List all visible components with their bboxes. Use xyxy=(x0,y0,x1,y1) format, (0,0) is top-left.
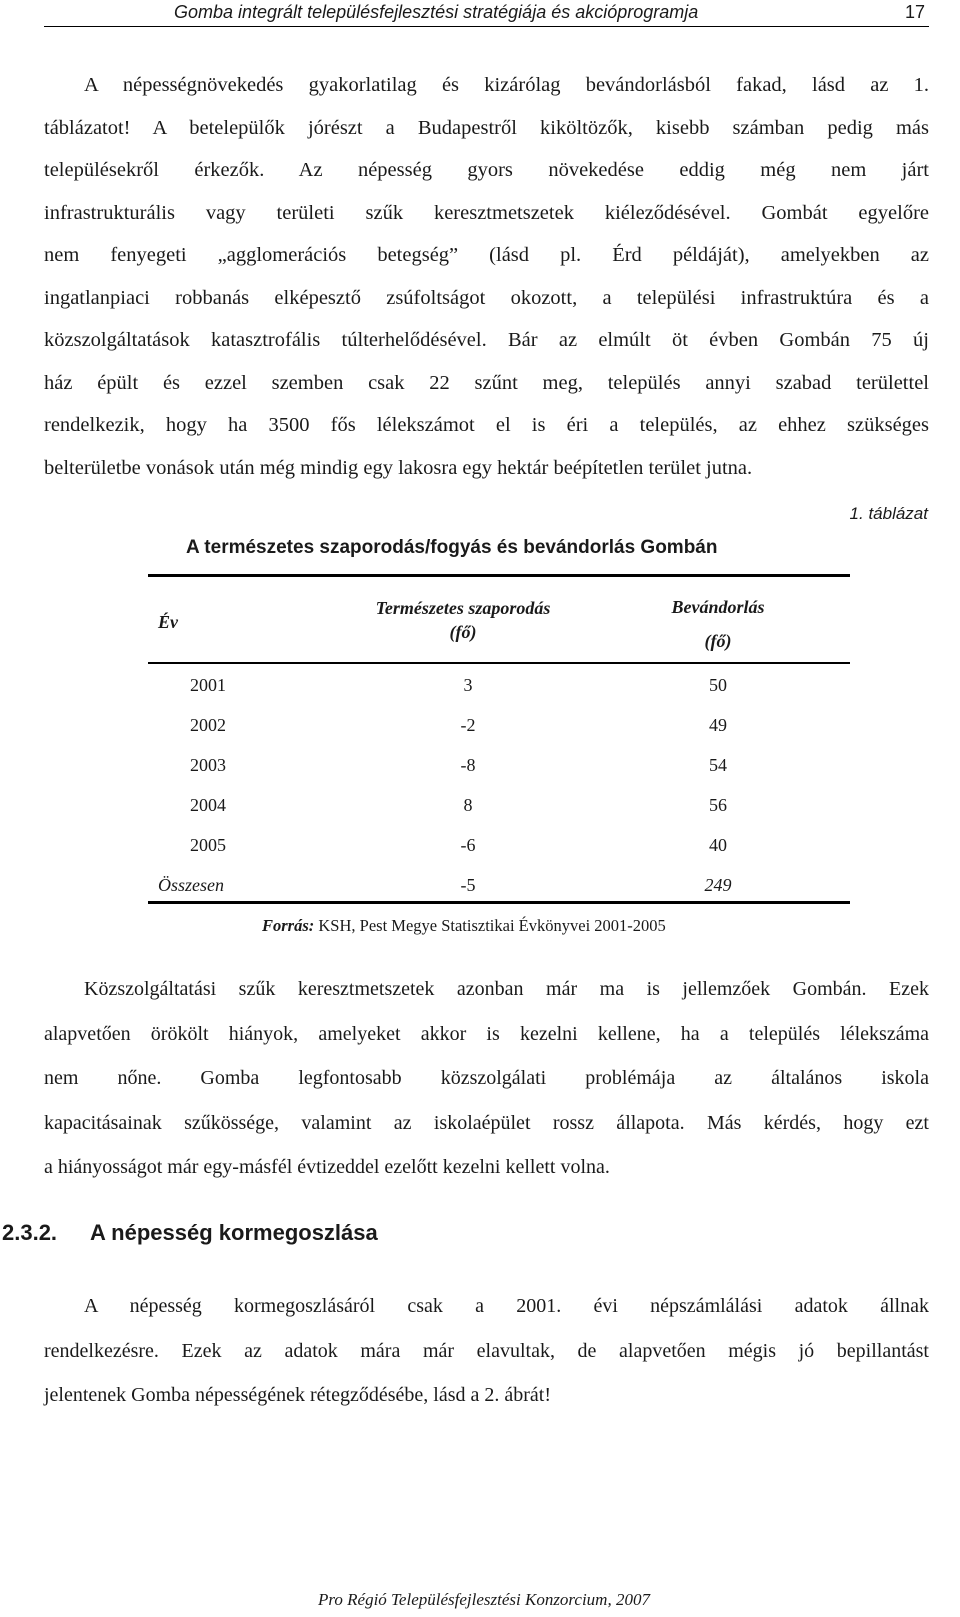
paragraph-line: infrastrukturális vagy területi szűk keresztmetszetek kiéleződésével. Gombát egyelőre xyxy=(44,201,929,224)
cell-total-immigration: 249 xyxy=(704,875,732,895)
page-footer xyxy=(0,1590,960,1610)
source-text: KSH, Pest Megye Statisztikai Évkönyvei 2001-2005 xyxy=(318,916,666,935)
paragraph-line: közszolgáltatások katasztrofális túlterhelődésével. Bár az elmúlt öt évben Gombán 75 új xyxy=(44,329,929,351)
cell-immigration: 54 xyxy=(709,755,727,775)
paragraph-immigration xyxy=(44,64,929,489)
cell-year: 2005 xyxy=(190,835,226,855)
paragraph-line: kapacitásainak szűkössége, valamint az iskolaépület rossz állapota. Más kérdés, hogy ezt xyxy=(44,1111,929,1134)
table-title: A természetes szaporodás/fogyás és bevándorlás Gombán xyxy=(186,537,718,558)
paragraph-line: ingatlanpiaci robbanás elképesztő zsúfoltságot okozott, a települési infrastruktúra és a xyxy=(44,286,929,309)
table-source xyxy=(262,916,666,936)
paragraph-line: A népesség kormegoszlásáról csak a 2001. évi népszámlálási adatok állnak xyxy=(84,1295,929,1317)
table-row xyxy=(148,755,850,795)
header-immigration-line1: Bevándorlás xyxy=(671,597,765,617)
section-heading xyxy=(2,1220,378,1246)
paragraph-line: ház épült és ezzel szemben csak 22 szűnt meg, település annyi szabad területtel xyxy=(44,371,929,394)
paragraph-line: táblázatot! A betelepülők jórészt a Budapestről kiköltözők, kisebb számban pedig más xyxy=(44,116,929,139)
paragraph-line: nem nőne. Gomba legfontosabb közszolgálati problémája az általános iskola xyxy=(44,1067,929,1089)
page-header xyxy=(44,0,929,27)
population-table xyxy=(148,574,850,904)
paragraph-line: Közszolgáltatási szűk keresztmetszetek azonban már ma is jellemzőek Gombán. Ezek xyxy=(84,978,929,1000)
header-immigration xyxy=(618,590,818,658)
paragraph-line: belterületbe vonások után még mindig egy lakosra egy hektár beépítetlen terület jutna. xyxy=(44,456,753,479)
paragraph-line: jelentenek Gomba népességének rétegződésébe, lásd a 2. ábrát! xyxy=(44,1384,551,1406)
table-header-rule xyxy=(148,662,850,664)
header-natural-growth-line1: Természetes szaporodás xyxy=(375,598,551,618)
cell-natural: -6 xyxy=(460,835,476,855)
cell-immigration: 40 xyxy=(709,835,727,855)
table-row xyxy=(148,715,850,755)
page-number: 17 xyxy=(904,2,925,22)
paragraph-line: rendelkezésre. Ezek az adatok mára már elavultak, de alapvetően mégis jó bepillantást xyxy=(44,1339,929,1362)
header-natural-growth-unit: (fő) xyxy=(449,622,477,642)
cell-natural: 8 xyxy=(463,795,473,815)
table-top-rule xyxy=(148,574,850,577)
cell-total-natural: -5 xyxy=(460,875,476,895)
section-number: 2.3.2. xyxy=(2,1220,58,1245)
paragraph-line: a hiányosságot már egy-másfél évtizeddel ezelőtt kezelni kellett volna. xyxy=(44,1156,610,1178)
paragraph-line: alapvetően örökölt hiányok, amelyeket akkor is kezelni kellene, ha a település lélekszáma xyxy=(44,1022,929,1045)
table-row xyxy=(148,795,850,835)
cell-immigration: 50 xyxy=(709,675,727,695)
cell-natural: -8 xyxy=(460,755,476,775)
cell-year: 2003 xyxy=(190,755,226,775)
cell-natural: -2 xyxy=(460,715,476,735)
footer-text: Pro Régió Településfejlesztési Konzorcium, 2007 xyxy=(318,1590,650,1609)
header-immigration-unit: (fő) xyxy=(704,631,732,651)
table-bottom-rule xyxy=(148,901,850,904)
paragraph-line: településekről érkezők. Az népesség gyors növekedése eddig még nem járt xyxy=(44,159,929,181)
cell-immigration: 56 xyxy=(709,795,727,815)
header-year: Év xyxy=(158,612,178,632)
paragraph-line: A népességnövekedés gyakorlatilag és kizárólag bevándorlásból fakad, lásd az 1. xyxy=(84,74,929,96)
paragraph-age-distribution xyxy=(44,1284,929,1418)
source-label: Forrás: xyxy=(262,916,315,935)
header-title: Gomba integrált településfejlesztési stratégiája és akcióprogramja xyxy=(174,2,699,22)
table-number-label: 1. táblázat xyxy=(849,504,928,523)
cell-year: 2004 xyxy=(190,795,226,815)
table-row xyxy=(148,835,850,875)
cell-natural: 3 xyxy=(463,675,473,695)
header-natural-growth xyxy=(348,596,578,644)
cell-year: 2002 xyxy=(190,715,226,735)
paragraph-line: rendelkezik, hogy ha 3500 fős lélekszámot el is éri a település, az ehhez szükséges xyxy=(44,414,929,436)
cell-year: 2001 xyxy=(190,675,226,695)
paragraph-line: nem fenyegeti „agglomerációs betegség” (lásd pl. Érd példáját), amelyekben az xyxy=(44,244,929,266)
table-total-row xyxy=(148,875,850,915)
cell-total-label: Összesen xyxy=(158,875,224,895)
cell-immigration: 49 xyxy=(709,715,727,735)
section-title: A népesség kormegoszlása xyxy=(90,1220,378,1245)
table-row xyxy=(148,675,850,715)
paragraph-public-services xyxy=(44,967,929,1190)
